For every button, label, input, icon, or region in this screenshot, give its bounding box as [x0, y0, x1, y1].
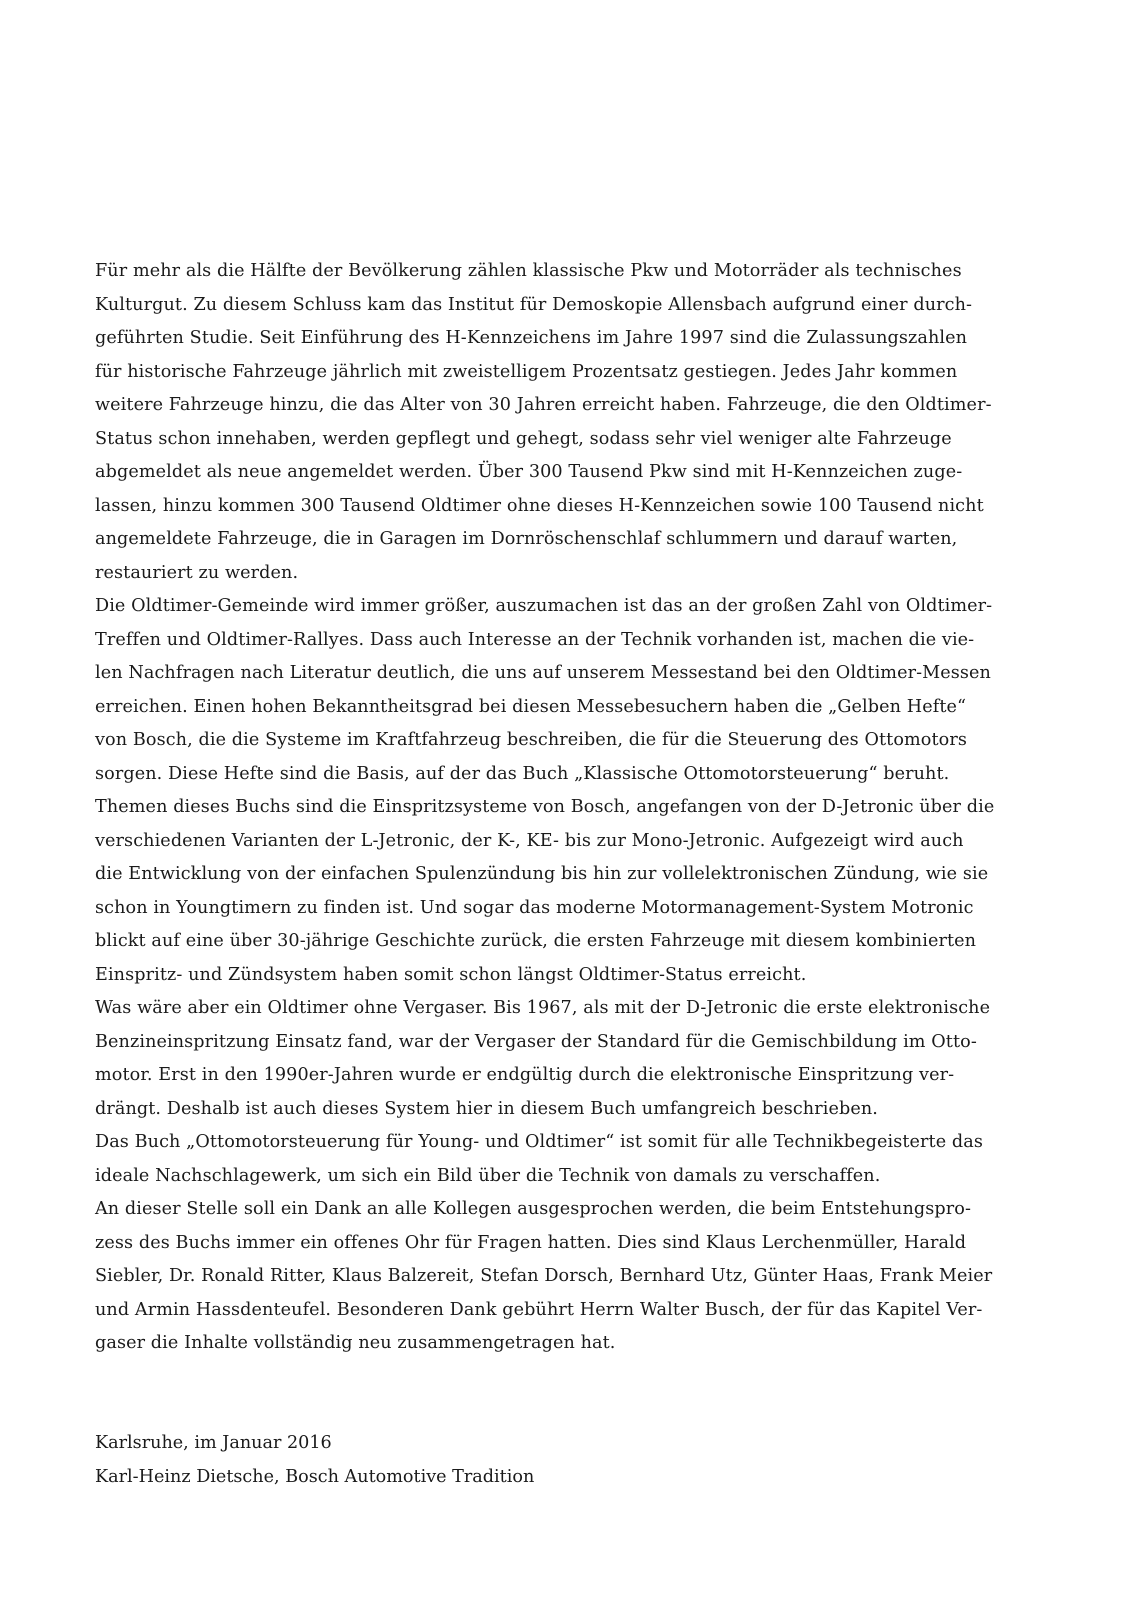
- text-line: motor. Erst in den 1990er-Jahren wurde er endgültig durch die elektronische Einspritzung ver-: [95, 1065, 955, 1085]
- text-line: gaser die Inhalte vollständig neu zusammengetragen hat.: [95, 1333, 616, 1353]
- paragraph: [95, 1126, 1055, 1193]
- text-line: die Entwicklung von der einfachen Spulenzündung bis hin zur vollelektronischen Zündung, wie sie: [95, 864, 989, 884]
- text-line: An dieser Stelle soll ein Dank an alle Kollegen ausgesprochen werden, die beim Entstehungspro-: [95, 1199, 971, 1219]
- text-line: weitere Fahrzeuge hinzu, die das Alter von 30 Jahren erreicht haben. Fahrzeuge, die den Oldtimer-: [95, 395, 992, 415]
- text-line: geführten Studie. Seit Einführung des H-Kennzeichens im Jahre 1997 sind die Zulassungszahlen: [95, 328, 968, 348]
- text-line: und Armin Hassdenteufel. Besonderen Dank gebührt Herrn Walter Busch, der für das Kapitel Ver-: [95, 1299, 983, 1320]
- text-line: abgemeldet als neue angemeldet werden. Über 300 Tausend Pkw sind mit H-Kennzeichen zuge-: [95, 462, 963, 482]
- author-line: Karl-Heinz Dietsche, Bosch Automotive Tradition: [95, 1466, 535, 1487]
- text-line: angemeldete Fahrzeuge, die in Garagen im Dornröschenschlaf schlummern und darauf warten,: [95, 529, 958, 549]
- text-line: restauriert zu werden.: [95, 562, 299, 583]
- text-line: len Nachfragen nach Literatur deutlich, die uns auf unserem Messestand bei den Oldtimer-Messen: [95, 663, 991, 683]
- text-line: blickt auf eine über 30-jährige Geschichte zurück, die ersten Fahrzeuge mit diesem kombinierten: [95, 931, 977, 951]
- paragraph: [95, 992, 1055, 1126]
- text-line: Die Oldtimer-Gemeinde wird immer größer, auszumachen ist das an der großen Zahl von Oldtimer-: [95, 596, 993, 616]
- text-line: Kulturgut. Zu diesem Schluss kam das Institut für Demoskopie Allensbach aufgrund einer durch-: [95, 294, 973, 315]
- paragraph: [95, 590, 1055, 992]
- text-line: Treffen und Oldtimer-Rallyes. Dass auch Interesse an der Technik vorhanden ist, machen die vie-: [95, 629, 975, 650]
- text-line: zess des Buchs immer ein offenes Ohr für Fragen hatten. Dies sind Klaus Lerchenmüller, Harald: [95, 1232, 967, 1253]
- text-line: sorgen. Diese Hefte sind die Basis, auf der das Buch „Klassische Ottomotorsteuerung“ beruht.: [95, 763, 950, 784]
- text-line: Status schon innehaben, werden gepflegt und gehegt, sodass sehr viel weniger alte Fahrzeuge: [95, 428, 952, 449]
- text-line: erreichen. Einen hohen Bekanntheitsgrad bei diesen Messebesuchern haben die „Gelben Hefte“: [95, 696, 967, 717]
- paragraph: [95, 1193, 1055, 1361]
- text-line: Benzineinspritzung Einsatz fand, war der Vergaser der Standard für die Gemischbildung im Otto-: [95, 1031, 977, 1052]
- text-line: lassen, hinzu kommen 300 Tausend Oldtimer ohne dieses H-Kennzeichen sowie 100 Tausend nicht: [95, 495, 984, 516]
- text-line: ideale Nachschlagewerk, um sich ein Bild über die Technik von damals zu verschaffen.: [95, 1165, 881, 1186]
- text-line: Was wäre aber ein Oldtimer ohne Vergaser. Bis 1967, als mit der D-Jetronic die erste elektronische: [95, 998, 991, 1018]
- document-body: [95, 255, 1055, 1361]
- text-line: Für mehr als die Hälfte der Bevölkerung zählen klassische Pkw und Motorräder als technisches: [95, 261, 962, 281]
- text-line: für historische Fahrzeuge jährlich mit zweistelligem Prozentsatz gestiegen. Jedes Jahr kommen: [95, 361, 958, 382]
- text-line: Das Buch „Ottomotorsteuerung für Young- und Oldtimer“ ist somit für alle Technikbegeisterte das: [95, 1132, 984, 1152]
- signature-block: [95, 1427, 534, 1494]
- text-line: von Bosch, die die Systeme im Kraftfahrzeug beschreiben, die für die Steuerung des Ottomotors: [95, 730, 967, 750]
- place-date: Karlsruhe, im Januar 2016: [95, 1433, 332, 1453]
- text-line: Einspritz- und Zündsystem haben somit schon längst Oldtimer-Status erreicht.: [95, 964, 807, 985]
- text-line: drängt. Deshalb ist auch dieses System hier in diesem Buch umfangreich beschrieben.: [95, 1098, 878, 1119]
- text-line: schon in Youngtimern zu finden ist. Und sogar das moderne Motormanagement-System Motronic: [95, 897, 974, 918]
- text-line: Siebler, Dr. Ronald Ritter, Klaus Balzereit, Stefan Dorsch, Bernhard Utz, Günter Haas, Frank Meier: [95, 1266, 993, 1286]
- text-line: verschiedenen Varianten der L-Jetronic, der K-, KE- bis zur Mono-Jetronic. Aufgezeigt wird auch: [95, 830, 964, 851]
- paragraph: [95, 255, 1055, 590]
- text-line: Themen dieses Buchs sind die Einspritzsysteme von Bosch, angefangen von der D-Jetronic über die: [95, 797, 995, 817]
